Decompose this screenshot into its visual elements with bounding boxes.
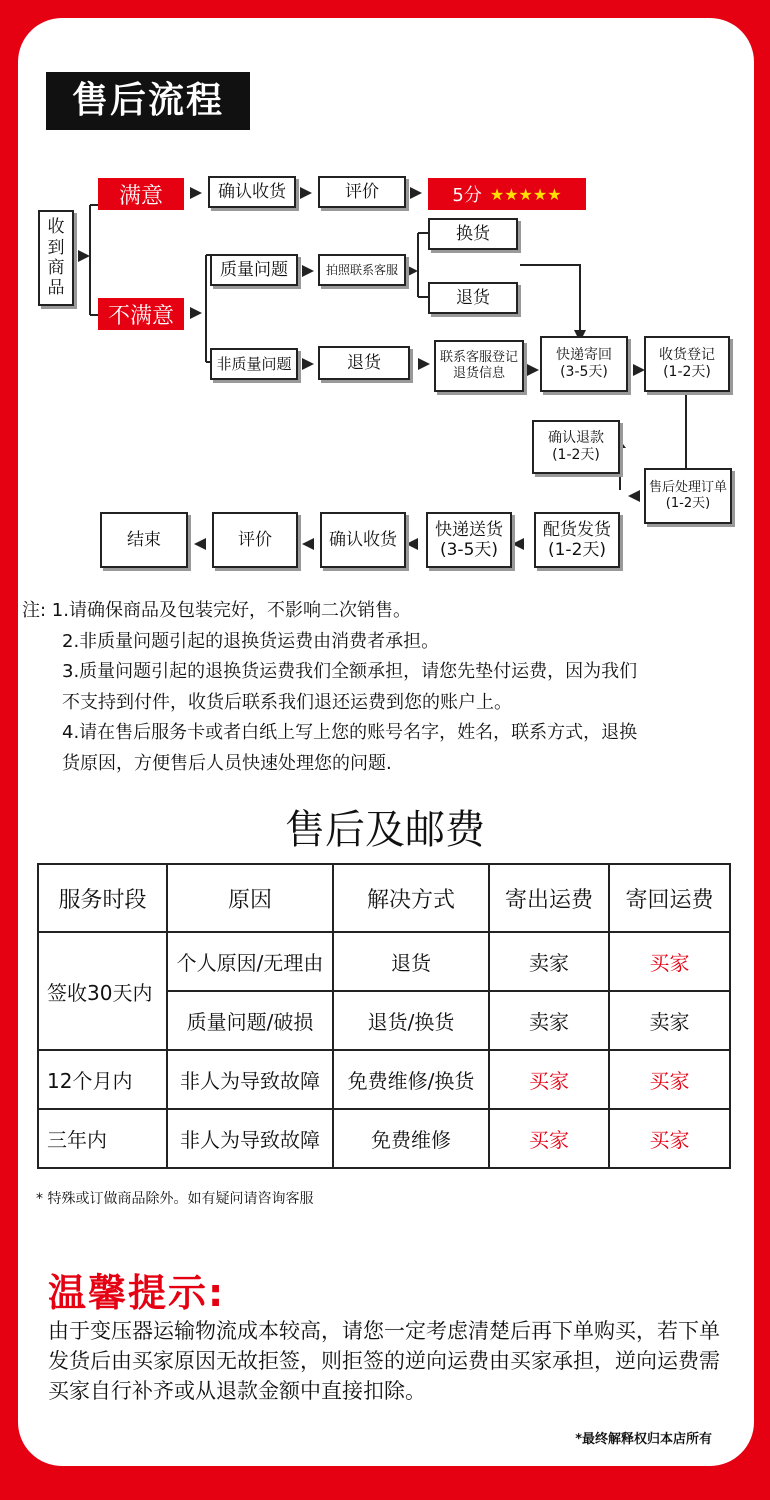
return-fee-cell: 买家 — [609, 932, 730, 991]
header-cell: 原因 — [167, 864, 333, 932]
star-rating-icon: ★★★★★ — [489, 184, 562, 204]
period-cell: 12个月内 — [38, 1050, 167, 1109]
review-box-2: 评价 — [212, 512, 298, 568]
period-cell: 签收30天内 — [38, 932, 167, 1050]
table-footnote: * 特殊或订做商品除外。如有疑问请咨询客服 — [36, 1191, 314, 1207]
confirm-receipt-box-2: 确认收货 — [320, 512, 406, 568]
tip-title: 温馨提示: — [48, 1271, 226, 1315]
note-line: 4.请在售后服务卡或者白纸上写上您的账号名字，姓名，联系方式，退换 — [62, 722, 638, 743]
solution-cell: 退货/换货 — [333, 991, 489, 1050]
send-fee-cell: 卖家 — [489, 932, 609, 991]
note-line: 货原因，方便售后人员快速处理您的问题. — [62, 752, 392, 774]
confirm-refund-box: 确认退款 (1-2天) — [532, 420, 620, 474]
contact-register-box: 联系客服登记 退货信息 — [434, 340, 524, 392]
copyright-note: *最终解释权归本店所有 — [575, 1432, 712, 1447]
notes-section — [22, 596, 752, 779]
confirm-receipt-box: 确认收货 — [208, 176, 296, 208]
return-box: 退货 — [428, 282, 518, 314]
photo-contact-box: 拍照联系客服 — [318, 254, 406, 286]
page-title: 售后流程 — [46, 72, 250, 130]
exchange-box: 换货 — [428, 218, 518, 250]
express-return-box: 快递寄回 (3-5天) — [540, 336, 628, 392]
fee-table — [37, 863, 731, 1169]
note-line: 2.非质量问题引起的退换货运费由消费者承担。 — [62, 630, 440, 652]
reason-cell: 非人为导致故障 — [167, 1109, 333, 1168]
non-quality-issue-box: 非质量问题 — [210, 348, 298, 380]
quality-issue-box: 质量问题 — [210, 254, 298, 286]
header-cell: 寄出运费 — [489, 864, 609, 932]
table-row — [38, 932, 730, 991]
header-cell: 寄回运费 — [609, 864, 730, 932]
score-text: 5分 — [452, 185, 482, 206]
reason-cell: 非人为导致故障 — [167, 1050, 333, 1109]
reason-cell: 质量问题/破损 — [167, 991, 333, 1050]
express-send-box: 快递送货 (3-5天) — [426, 512, 512, 568]
return-fee-cell: 买家 — [609, 1050, 730, 1109]
send-fee-cell: 买家 — [489, 1109, 609, 1168]
table-row — [38, 1109, 730, 1168]
send-fee-cell: 买家 — [489, 1050, 609, 1109]
receive-register-box: 收货登记 (1-2天) — [644, 336, 730, 392]
fees-section-title: 售后及邮费 — [285, 807, 485, 853]
note-line: 注: 1.请确保商品及包装完好，不影响二次销售。 — [22, 600, 411, 621]
score-badge — [428, 178, 586, 210]
solution-cell: 免费维修 — [333, 1109, 489, 1168]
satisfied-label: 满意 — [98, 178, 184, 210]
header-cell: 解决方式 — [333, 864, 489, 932]
review-box: 评价 — [318, 176, 406, 208]
solution-cell: 退货 — [333, 932, 489, 991]
note-line: 3.质量问题引起的退换货运费我们全额承担，请您先垫付运费，因为我们 — [62, 661, 638, 682]
tip-text: 由于变压器运输物流成本较高，请您一定考虑清楚后再下单购买，若下单发货后由买家原因无故拒签，则拒签的逆向运费由买家承担，逆向运费需买家自行补齐或从退款金额中直接扣除。 — [48, 1319, 720, 1403]
ship-replacement-box: 配货发货 (1-2天) — [534, 512, 620, 568]
table-row — [38, 1050, 730, 1109]
return-fee-cell: 买家 — [609, 1109, 730, 1168]
end-box: 结束 — [100, 512, 188, 568]
send-fee-cell: 卖家 — [489, 991, 609, 1050]
header-cell: 服务时段 — [38, 864, 167, 932]
process-order-box: 售后处理订单 (1-2天) — [644, 468, 732, 524]
period-cell: 三年内 — [38, 1109, 167, 1168]
received-goods-box: 收 到 商 品 — [38, 210, 74, 306]
unsatisfied-label: 不满意 — [98, 298, 184, 330]
solution-cell: 免费维修/换货 — [333, 1050, 489, 1109]
reason-cell: 个人原因/无理由 — [167, 932, 333, 991]
return-box-2: 退货 — [318, 346, 410, 380]
note-line: 不支持到付件，收货后联系我们退还运费到您的账户上。 — [62, 691, 512, 713]
return-fee-cell: 卖家 — [609, 991, 730, 1050]
table-header-row — [38, 864, 730, 932]
